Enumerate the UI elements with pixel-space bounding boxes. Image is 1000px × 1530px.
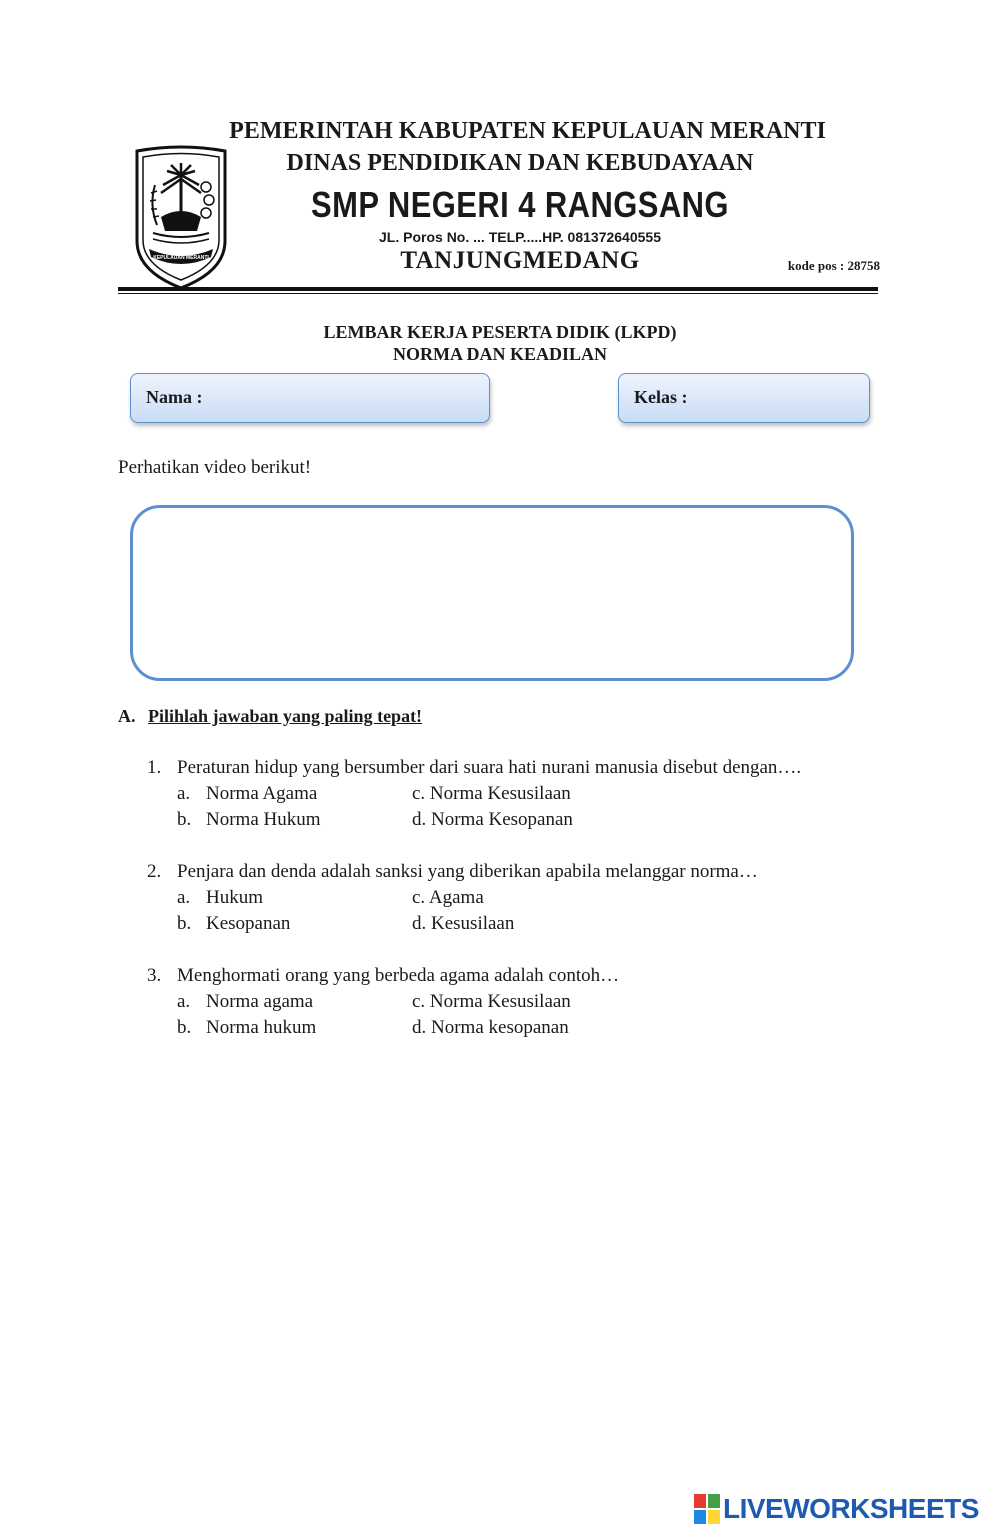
question-text: Menghormati orang yang berbeda agama adalah contoh… [177, 965, 620, 986]
question-1 [147, 757, 801, 779]
question-3-option-b[interactable] [177, 1017, 316, 1039]
video-frame[interactable] [130, 505, 854, 681]
question-number: 1. [147, 757, 162, 778]
question-2 [147, 861, 758, 883]
brand-text: LIVEWORKSHEETS [723, 1493, 979, 1524]
question-1-option-a[interactable] [177, 783, 317, 805]
question-3-option-c[interactable]: c. Norma Kesusilaan [412, 991, 571, 1012]
option-letter: b. [177, 809, 192, 830]
question-1-option-d[interactable]: d. Norma Kesopanan [412, 809, 573, 830]
option-text: Norma agama [206, 991, 314, 1012]
question-number: 3. [147, 965, 162, 986]
question-1-option-b[interactable] [177, 809, 321, 831]
letterhead-divider [118, 287, 878, 291]
question-3 [147, 965, 619, 987]
section-heading-text: Pilihlah jawaban yang paling tepat! [148, 706, 423, 726]
letterhead-school-name: SMP NEGERI 4 RANGSANG [311, 184, 729, 225]
question-2-option-b[interactable] [177, 913, 290, 935]
class-field[interactable] [618, 373, 870, 423]
letterhead-address: JL. Poros No. ... TELP.....HP. 081372640555 [379, 229, 661, 245]
option-text: Kesopanan [206, 913, 291, 934]
question-text: Penjara dan denda adalah sanksi yang diberikan apabila melanggar norma… [177, 861, 758, 882]
worksheet-subtitle: NORMA DAN KEADILAN [392, 344, 607, 364]
question-2-option-d[interactable]: d. Kesusilaan [412, 913, 515, 934]
question-3-option-a[interactable] [177, 991, 313, 1013]
option-text: Norma Agama [206, 783, 318, 804]
option-letter: a. [177, 887, 191, 908]
letterhead-department: DINAS PENDIDIKAN DAN KEBUDAYAAN [286, 150, 754, 176]
question-1-option-c[interactable]: c. Norma Kesusilaan [412, 783, 571, 804]
option-letter: a. [177, 991, 191, 1012]
option-letter: b. [177, 1017, 192, 1038]
letterhead-divider-thin [118, 293, 878, 294]
question-3-option-d[interactable]: d. Norma kesopanan [412, 1017, 569, 1038]
letterhead-postcode: kode pos : 28758 [787, 258, 880, 273]
question-text: Peraturan hidup yang bersumber dari suara hati nurani manusia disebut dengan…. [177, 757, 802, 778]
svg-text:KEPULAUAN MERANTI: KEPULAUAN MERANTI [153, 255, 209, 261]
option-text: Norma Hukum [206, 809, 321, 830]
question-number: 2. [147, 861, 162, 882]
class-label: Kelas : [634, 387, 688, 407]
liveworksheets-logo-icon [694, 1494, 720, 1524]
question-2-option-a[interactable] [177, 887, 263, 909]
school-emblem-icon [133, 145, 229, 290]
instruction-text: Perhatikan video berikut! [118, 457, 312, 478]
section-heading [118, 706, 422, 727]
name-label: Nama : [146, 387, 203, 407]
option-text: Norma hukum [206, 1017, 317, 1038]
letterhead-city: TANJUNGMEDANG [400, 247, 640, 274]
name-field[interactable] [130, 373, 490, 423]
option-letter: a. [177, 783, 191, 804]
worksheet-title: LEMBAR KERJA PESERTA DIDIK (LKPD) [323, 322, 677, 342]
option-letter: b. [177, 913, 192, 934]
section-letter: A. [118, 706, 136, 726]
liveworksheets-brand[interactable] [694, 1492, 979, 1526]
option-text: Hukum [206, 887, 263, 908]
letterhead-government: PEMERINTAH KABUPATEN KEPULAUAN MERANTI [229, 118, 826, 144]
question-2-option-c[interactable]: c. Agama [412, 887, 484, 908]
